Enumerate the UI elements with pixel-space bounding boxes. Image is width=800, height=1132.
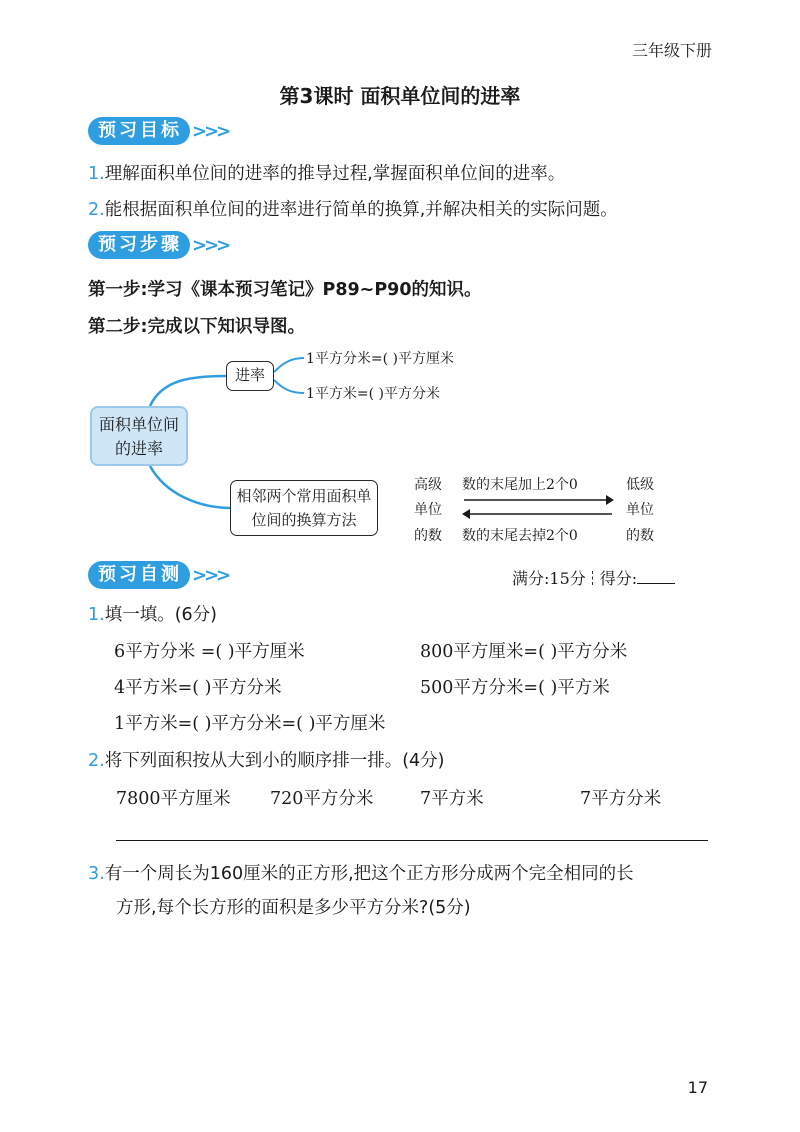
score-box [512,566,675,589]
question-text: 填一填。(6分) [104,605,217,625]
lesson-title: 第3课时 面积单位间的进率 [279,84,521,108]
step-item: 第二步:完成以下知识导图。 [88,317,305,337]
connector-rate-item2 [274,380,304,393]
arrow-left-icon [462,509,470,519]
fill-item: 1平方米=( )平方分米=( )平方厘米 [114,714,386,734]
goal-number: 2. [88,200,105,220]
section-banner-test [88,561,228,589]
section-title-goals: 预习目标 [88,117,190,145]
fill-item: 4平方米=( )平方分米 [114,678,282,698]
area-item: 720平方分米 [270,789,374,809]
low-unit-word: 低级 [626,477,654,493]
arrow-label-bottom: 数的末尾去掉2个0 [462,528,578,544]
area-item: 7平方分米 [580,789,662,809]
mindmap-rate-item: 1平方米=( )平方分米 [306,386,441,402]
connector-center-to-method [150,466,232,508]
score-divider [592,571,594,585]
mindmap-rate-item: 1平方分米=( )平方厘米 [306,351,455,367]
grade-label: 三年级下册 [631,41,712,60]
mindmap-node-method-label: 相邻两个常用面积单位间的换算方法 [236,487,372,529]
arrow-label-top: 数的末尾加上2个0 [462,477,578,493]
connector-center-to-rate [150,376,226,406]
arrow-right-icon [606,495,614,505]
mindmap-center-label: 面积单位间的进率 [98,415,179,458]
area-item: 7800平方厘米 [116,789,231,809]
mindmap-node-rate-label: 进率 [234,366,265,384]
question-1 [88,601,217,626]
full-score: 满分:15分 [512,569,586,588]
connector-rate-item1 [274,358,304,372]
goal-text: 能根据面积单位间的进率进行简单的换算,并解决相关的实际问题。 [104,200,618,220]
mindmap-center-node [90,406,188,466]
chevrons-icon: >>> [192,564,229,586]
mindmap-node-method [230,480,378,536]
fill-item: 500平方分米=( )平方米 [420,678,610,698]
high-unit-word: 的数 [414,528,442,544]
answer-line[interactable] [116,840,708,841]
fill-item: 6平方分米 =( )平方厘米 [114,642,305,662]
question-text-line1: 有一个周长为160厘米的正方形,把这个正方形分成两个完全相同的长 [104,864,634,884]
got-score-label: 得分: [599,569,638,588]
fill-item: 800平方厘米=( )平方分米 [420,642,628,662]
question-number: 2. [88,751,105,771]
low-unit-word: 单位 [626,502,654,518]
section-title-test: 预习自测 [88,561,190,589]
step-item: 第一步:学习《课本预习笔记》P89~P90的知识。 [88,280,482,300]
question-number: 3. [88,864,105,884]
question-text: 将下列面积按从大到小的顺序排一排。(4分) [104,751,445,771]
goal-number: 1. [88,164,105,184]
page-number: 17 [687,1078,708,1097]
got-score-blank[interactable] [637,567,675,584]
section-title-steps: 预习步骤 [88,231,190,259]
high-unit-word: 单位 [414,502,442,518]
question-2 [88,747,445,772]
question-text-line2: 方形,每个长方形的面积是多少平方分米?(5分) [116,898,471,918]
area-item: 7平方米 [420,789,484,809]
question-3 [88,860,634,885]
chevrons-icon: >>> [192,234,229,256]
question-number: 1. [88,605,105,625]
chevrons-icon: >>> [192,120,229,142]
goal-text: 理解面积单位间的进率的推导过程,掌握面积单位间的进率。 [104,164,566,184]
mindmap-node-rate [226,361,274,391]
low-unit-word: 的数 [626,528,654,544]
high-unit-word: 高级 [414,477,442,493]
